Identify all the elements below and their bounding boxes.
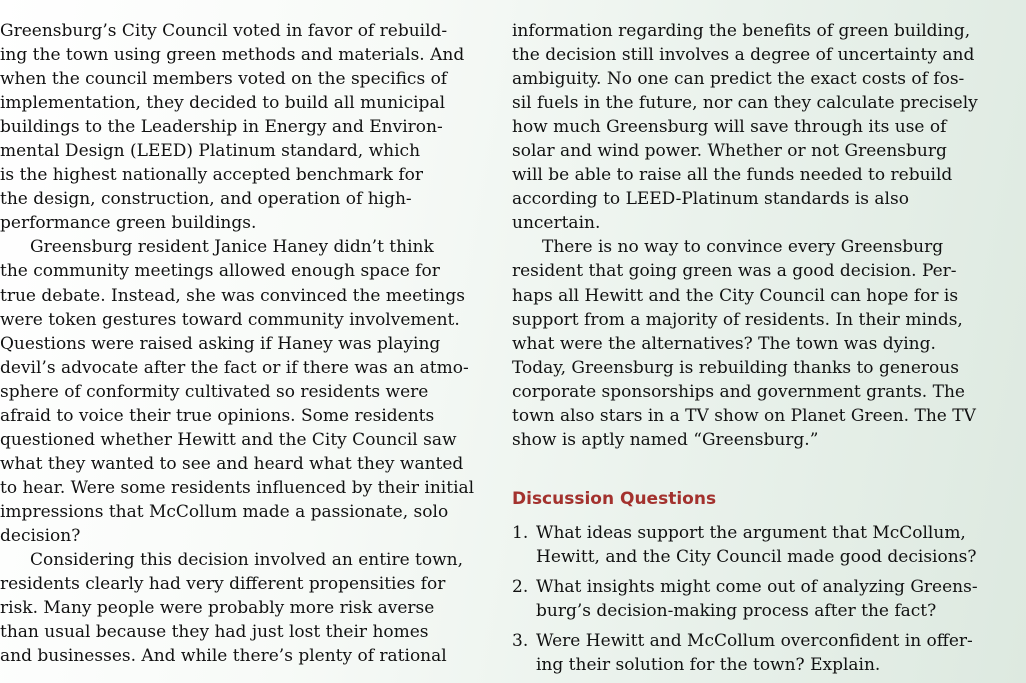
text-line: decision? [0, 525, 81, 546]
right-column [512, 19, 1017, 683]
text-line: resident that going green was a good decision. Per- [512, 261, 957, 282]
question-item [512, 575, 1017, 623]
text-line: and businesses. And while there’s plenty of rational [0, 646, 447, 667]
text-line: haps all Hewitt and the City Council can hope for is [512, 285, 959, 306]
text-line: than usual because they had just lost their homes [0, 622, 429, 643]
question-text: What ideas support the argument that McCollum, [536, 522, 966, 543]
question-item [512, 521, 1017, 569]
text-line: the design, construction, and operation of high- [0, 189, 412, 210]
paragraph [512, 235, 1017, 451]
question-text: burg’s decision-making process after the fact? [536, 600, 937, 621]
text-line: Considering this decision involved an entire town, [30, 550, 464, 571]
paragraph [512, 19, 1017, 235]
question-number: 2. [512, 576, 529, 597]
text-line: risk. Many people were probably more risk averse [0, 598, 435, 619]
question-text: ing their solution for the town? Explain. [536, 655, 881, 676]
text-line: Greensburg’s City Council voted in favor of rebuild- [0, 21, 448, 41]
text-line: the decision still involves a degree of uncertainty and [512, 45, 975, 66]
text-line: solar and wind power. Whether or not Greensburg [512, 141, 947, 162]
text-line: will be able to raise all the funds needed to rebuild [512, 165, 953, 186]
text-line: buildings to the Leadership in Energy and Environ- [0, 117, 443, 138]
question-line [512, 629, 1017, 653]
discussion-questions-heading: Discussion Questions [512, 488, 717, 509]
question-item [512, 629, 1017, 677]
text-line: ing the town using green methods and materials. And [0, 45, 465, 66]
question-number: 1. [512, 522, 529, 543]
text-line: support from a majority of residents. In their minds, [512, 309, 963, 330]
text-line: what were the alternatives? The town was dying. [512, 333, 936, 354]
text-line: sphere of conformity cultivated so residents were [0, 381, 429, 402]
question-line [512, 653, 1017, 677]
text-line: Greensburg resident Janice Haney didn’t think [30, 237, 434, 258]
discussion-questions-list [512, 521, 1017, 677]
question-text: Hewitt, and the City Council made good decisions? [536, 546, 977, 567]
question-line [512, 521, 1017, 545]
question-text: What insights might come out of analyzing Greens- [536, 576, 978, 597]
text-line: ambiguity. No one can predict the exact costs of fos- [512, 69, 965, 90]
text-line: devil’s advocate after the fact or if there was an atmo- [0, 357, 469, 378]
question-number: 3. [512, 631, 529, 652]
paragraph [0, 235, 480, 548]
question-text: Were Hewitt and McCollum overconfident in offer- [536, 631, 973, 652]
paragraph [0, 548, 480, 668]
text-line: how much Greensburg will save through its use of [512, 117, 947, 138]
text-line: information regarding the benefits of green building, [512, 21, 971, 41]
text-line: true debate. Instead, she was convinced the meetings [0, 285, 465, 306]
text-line: performance green buildings. [0, 213, 257, 234]
text-line: show is aptly named “Greensburg.” [512, 429, 819, 450]
text-line: There is no way to convince every Greensburg [542, 237, 944, 258]
left-column [0, 19, 480, 668]
text-line: uncertain. [512, 213, 601, 234]
text-line: to hear. Were some residents influenced by their initial [0, 477, 475, 498]
text-line: Questions were raised asking if Haney was playing [0, 333, 441, 354]
text-line: sil fuels in the future, nor can they calculate precisely [512, 93, 978, 114]
text-line: corporate sponsorships and government grants. The [512, 381, 965, 402]
question-line [512, 599, 1017, 623]
question-line [512, 545, 1017, 569]
text-line: impressions that McCollum made a passionate, solo [0, 501, 449, 522]
text-line: when the council members voted on the specifics of [0, 69, 448, 90]
text-line: questioned whether Hewitt and the City Council saw [0, 429, 457, 450]
right-paragraphs [512, 19, 1017, 452]
text-line: mental Design (LEED) Platinum standard, which [0, 141, 421, 162]
text-line: according to LEED-Platinum standards is also [512, 189, 909, 210]
text-line: residents clearly had very different propensities for [0, 574, 446, 595]
text-line: were token gestures toward community involvement. [0, 309, 460, 330]
paragraph [0, 19, 480, 235]
text-line: is the highest nationally accepted benchmark for [0, 165, 423, 186]
text-line: the community meetings allowed enough space for [0, 261, 440, 282]
text-line: afraid to voice their true opinions. Some residents [0, 405, 435, 426]
text-line: what they wanted to see and heard what they wanted [0, 453, 464, 474]
text-line: town also stars in a TV show on Planet Green. The TV [512, 405, 976, 426]
text-line: Today, Greensburg is rebuilding thanks to generous [512, 357, 959, 378]
text-line: implementation, they decided to build all municipal [0, 93, 446, 114]
question-line [512, 575, 1017, 599]
